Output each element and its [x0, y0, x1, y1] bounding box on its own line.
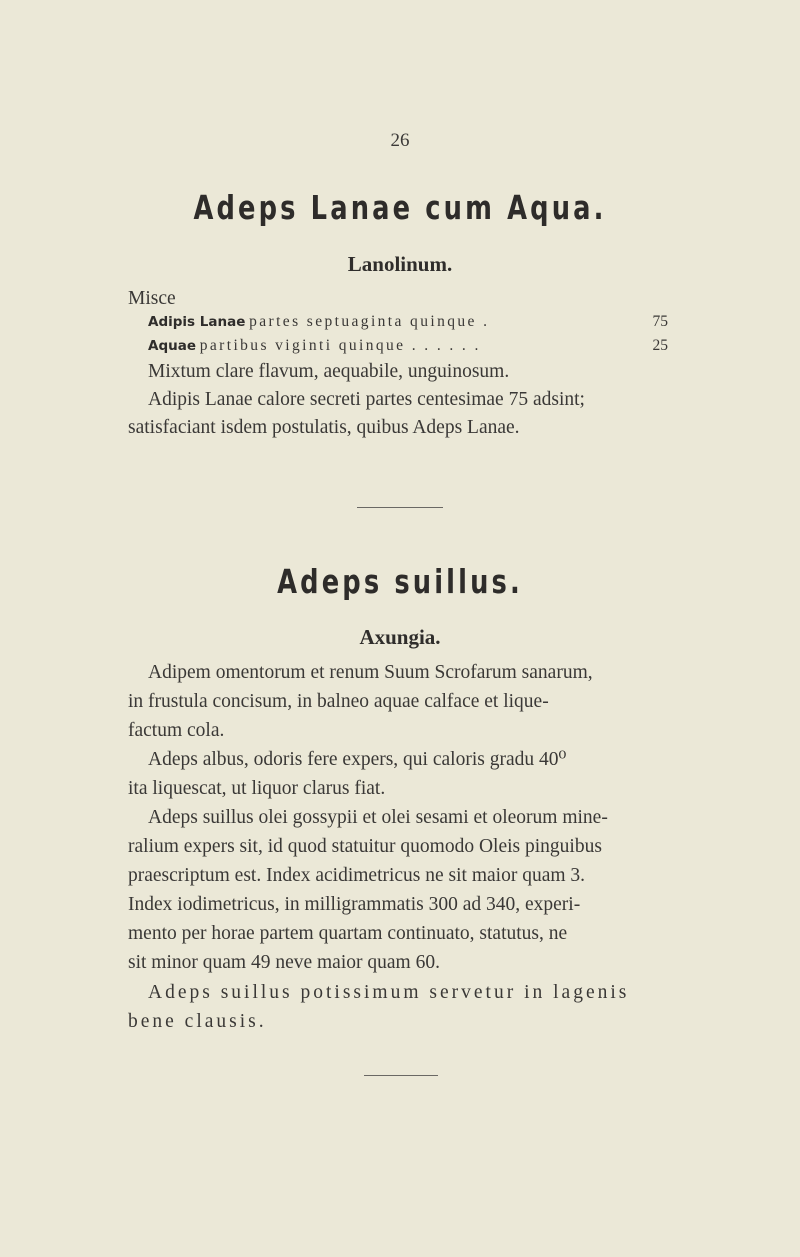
paragraph-line: bene clausis.	[128, 1011, 267, 1032]
paragraph-line: mento per horae partem quartam continuato, statutus, ne	[128, 923, 568, 944]
paragraph-line: Adeps suillus potissimum servetur in lagenis	[148, 982, 630, 1003]
paragraph-line: sit minor quam 49 neve maior quam 60.	[128, 952, 440, 973]
ingredient-text: partibus viginti quinque . . . . . .	[199, 337, 481, 354]
paragraph-line: Adipem omentorum et renum Suum Scrofarum sanarum,	[148, 662, 593, 683]
paragraph-line: ita liquescat, ut liquor clarus fiat.	[128, 778, 386, 799]
paragraph-line: satisfaciant isdem postulatis, quibus Adeps Lanae.	[128, 417, 520, 438]
ingredient-value: 75	[652, 313, 668, 330]
paragraph-line: Index iodimetricus, in milligrammatis 300 ad 340, experi-	[128, 894, 581, 915]
paragraph-line: Adipis Lanae calore secreti partes centesimae 75 adsint;	[148, 389, 585, 410]
ingredient-row	[148, 310, 668, 334]
misce-label: Misce	[128, 288, 176, 309]
paragraph-line: factum cola.	[128, 720, 225, 741]
ingredient-name: Adipis Lanae	[148, 314, 246, 330]
section-divider	[364, 1075, 438, 1076]
paragraph-line: in frustula concisum, in balneo aquae calface et lique-	[128, 691, 549, 712]
section-subtitle-lanolinum: Lanolinum.	[347, 252, 453, 276]
section-title-adeps-suillus: Adeps suillus.	[277, 562, 523, 601]
section-divider	[357, 507, 443, 508]
ingredient-name: Aquae	[148, 338, 196, 354]
section-subtitle-axungia: Axungia.	[359, 625, 441, 649]
paragraph-line: Adeps albus, odoris fere expers, qui caloris gradu 40⁰	[148, 749, 567, 770]
section-title-adeps-lanae-cum-aqua: Adeps Lanae cum Aqua.	[193, 188, 607, 227]
ingredient-value: 25	[652, 337, 668, 354]
ingredient-text: partes septuaginta quinque .	[249, 313, 490, 330]
page-number: 26	[390, 130, 410, 151]
paragraph-line: Mixtum clare flavum, aequabile, unguinosum.	[148, 361, 510, 382]
paragraph-line: ralium expers sit, id quod statuitur quomodo Oleis pinguibus	[128, 836, 602, 857]
paragraph-line: praescriptum est. Index acidimetricus ne sit maior quam 3.	[128, 865, 586, 886]
paragraph-line: Adeps suillus olei gossypii et olei sesami et oleorum mine-	[148, 807, 608, 828]
ingredient-row	[148, 334, 668, 358]
